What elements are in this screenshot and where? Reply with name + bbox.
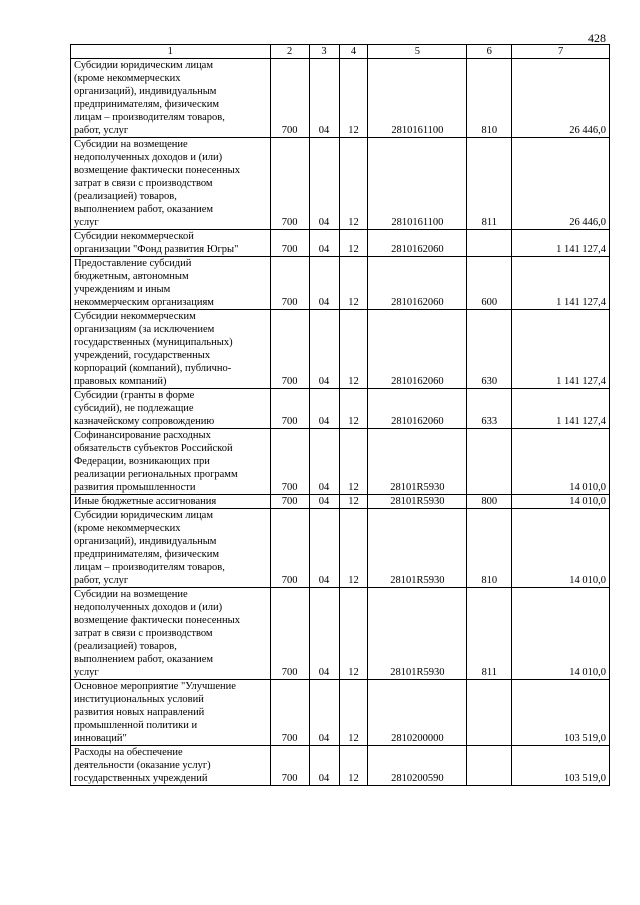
page-number: 428 [588, 31, 606, 45]
expense-name-cell: Софинансирование расходных обязательств субъектов Российской Федерации, возникающих при реализации региональных программ развития промышленности [71, 429, 271, 495]
subsection-cell: 12 [339, 509, 368, 588]
expense-name-cell: Иные бюджетные ассигнования [71, 495, 271, 509]
table-row [71, 138, 610, 230]
expense-name-cell: Субсидии на возмещение недополученных доходов и (или) возмещение фактически понесенных затрат в связи с производством (реализацией) товаров, выполнением работ, оказанием услуг [71, 138, 271, 230]
column-header: 4 [339, 45, 368, 59]
ministry-code-cell: 700 [270, 495, 309, 509]
amount-cell: 14 010,0 [512, 429, 610, 495]
expense-type-cell: 630 [467, 310, 512, 389]
section-cell: 04 [309, 59, 339, 138]
section-cell: 04 [309, 230, 339, 257]
budget-table [70, 44, 610, 786]
table-header-row [71, 45, 610, 59]
ministry-code-cell: 700 [270, 230, 309, 257]
expense-type-cell [467, 429, 512, 495]
amount-cell: 1 141 127,4 [512, 257, 610, 310]
amount-cell: 26 446,0 [512, 59, 610, 138]
target-item-cell: 2810161100 [368, 59, 467, 138]
ministry-code-cell: 700 [270, 746, 309, 786]
expense-name-cell: Субсидии (гранты в форме субсидий), не подлежащие казначейскому сопровождению [71, 389, 271, 429]
expense-type-cell: 633 [467, 389, 512, 429]
section-cell: 04 [309, 389, 339, 429]
target-item-cell: 2810162060 [368, 230, 467, 257]
expense-name-cell: Расходы на обеспечение деятельности (оказание услуг) государственных учреждений [71, 746, 271, 786]
subsection-cell: 12 [339, 230, 368, 257]
expense-name-cell: Основное мероприятие "Улучшение институциональных условий развития новых направлений промышленной политики и инноваций" [71, 680, 271, 746]
ministry-code-cell: 700 [270, 429, 309, 495]
table-row [71, 680, 610, 746]
ministry-code-cell: 700 [270, 257, 309, 310]
table-row [71, 310, 610, 389]
section-cell: 04 [309, 257, 339, 310]
target-item-cell: 2810200000 [368, 680, 467, 746]
section-cell: 04 [309, 138, 339, 230]
expense-name-cell: Субсидии некоммерческим организациям (за исключением государственных (муниципальных) учреждений, государственных корпораций (компаний), публично- правовых компаний) [71, 310, 271, 389]
table-row [71, 495, 610, 509]
target-item-cell: 2810162060 [368, 310, 467, 389]
column-header: 6 [467, 45, 512, 59]
amount-cell: 1 141 127,4 [512, 389, 610, 429]
amount-cell: 103 519,0 [512, 746, 610, 786]
amount-cell: 1 141 127,4 [512, 230, 610, 257]
expense-type-cell [467, 746, 512, 786]
column-header: 3 [309, 45, 339, 59]
amount-cell: 103 519,0 [512, 680, 610, 746]
amount-cell: 1 141 127,4 [512, 310, 610, 389]
expense-type-cell: 811 [467, 588, 512, 680]
amount-cell: 26 446,0 [512, 138, 610, 230]
target-item-cell: 28101R5930 [368, 509, 467, 588]
expense-name-cell: Субсидии юридическим лицам (кроме некоммерческих организаций), индивидуальным предпринимателям, физическим лицам – производителям товаров, работ, услуг [71, 59, 271, 138]
expense-type-cell: 600 [467, 257, 512, 310]
section-cell: 04 [309, 509, 339, 588]
table-row [71, 509, 610, 588]
amount-cell: 14 010,0 [512, 495, 610, 509]
target-item-cell: 2810162060 [368, 257, 467, 310]
expense-type-cell: 800 [467, 495, 512, 509]
section-cell: 04 [309, 310, 339, 389]
subsection-cell: 12 [339, 495, 368, 509]
ministry-code-cell: 700 [270, 588, 309, 680]
section-cell: 04 [309, 588, 339, 680]
target-item-cell: 2810200590 [368, 746, 467, 786]
subsection-cell: 12 [339, 588, 368, 680]
column-header: 7 [512, 45, 610, 59]
target-item-cell: 2810161100 [368, 138, 467, 230]
column-header: 5 [368, 45, 467, 59]
ministry-code-cell: 700 [270, 310, 309, 389]
section-cell: 04 [309, 429, 339, 495]
amount-cell: 14 010,0 [512, 588, 610, 680]
section-cell: 04 [309, 495, 339, 509]
subsection-cell: 12 [339, 746, 368, 786]
target-item-cell: 28101R5930 [368, 588, 467, 680]
expense-name-cell: Субсидии некоммерческой организации "Фонд развития Югры" [71, 230, 271, 257]
table-row [71, 389, 610, 429]
amount-cell: 14 010,0 [512, 509, 610, 588]
table-row [71, 746, 610, 786]
expense-type-cell [467, 680, 512, 746]
subsection-cell: 12 [339, 59, 368, 138]
table-row [71, 230, 610, 257]
expense-type-cell: 811 [467, 138, 512, 230]
ministry-code-cell: 700 [270, 509, 309, 588]
subsection-cell: 12 [339, 310, 368, 389]
target-item-cell: 28101R5930 [368, 429, 467, 495]
expense-name-cell: Субсидии на возмещение недополученных доходов и (или) возмещение фактически понесенных затрат в связи с производством (реализацией) товаров, выполнением работ, оказанием услуг [71, 588, 271, 680]
expense-name-cell: Предоставление субсидий бюджетным, автономным учреждениям и иным некоммерческим организациям [71, 257, 271, 310]
ministry-code-cell: 700 [270, 59, 309, 138]
expense-type-cell: 810 [467, 59, 512, 138]
target-item-cell: 28101R5930 [368, 495, 467, 509]
section-cell: 04 [309, 680, 339, 746]
expense-type-cell: 810 [467, 509, 512, 588]
subsection-cell: 12 [339, 138, 368, 230]
table-row [71, 588, 610, 680]
subsection-cell: 12 [339, 257, 368, 310]
column-header: 1 [71, 45, 271, 59]
expense-type-cell [467, 230, 512, 257]
ministry-code-cell: 700 [270, 680, 309, 746]
subsection-cell: 12 [339, 680, 368, 746]
table-row [71, 257, 610, 310]
section-cell: 04 [309, 746, 339, 786]
ministry-code-cell: 700 [270, 138, 309, 230]
table-row [71, 59, 610, 138]
ministry-code-cell: 700 [270, 389, 309, 429]
table-row [71, 429, 610, 495]
subsection-cell: 12 [339, 389, 368, 429]
expense-name-cell: Субсидии юридическим лицам (кроме некоммерческих организаций), индивидуальным предпринимателям, физическим лицам – производителям товаров, работ, услуг [71, 509, 271, 588]
target-item-cell: 2810162060 [368, 389, 467, 429]
column-header: 2 [270, 45, 309, 59]
subsection-cell: 12 [339, 429, 368, 495]
